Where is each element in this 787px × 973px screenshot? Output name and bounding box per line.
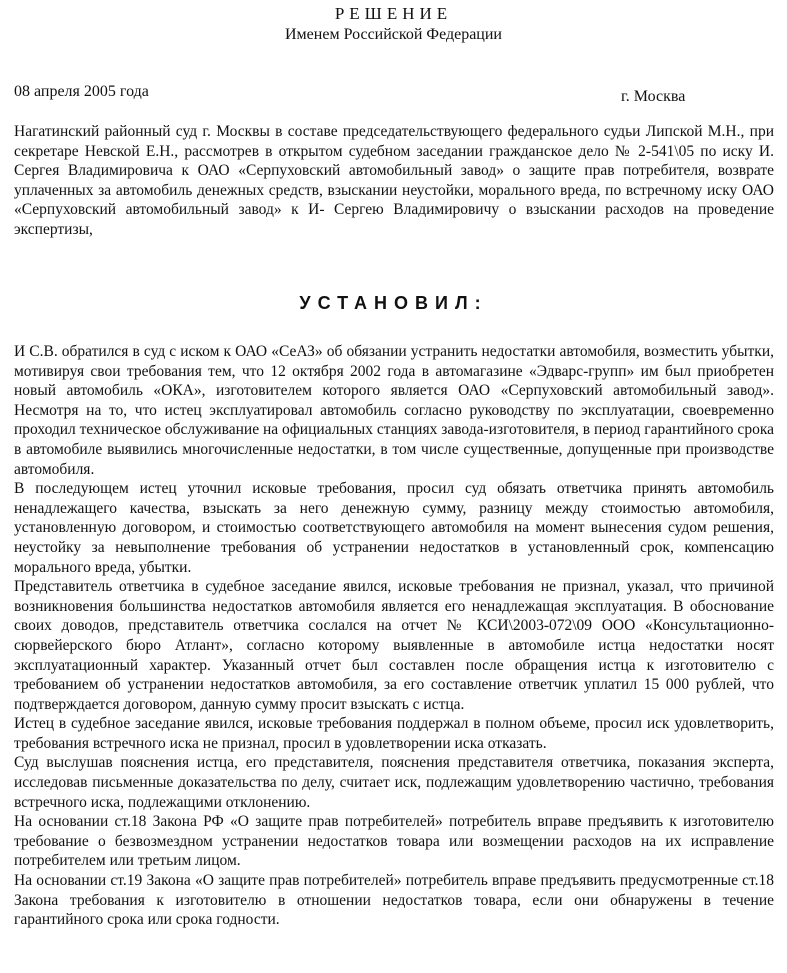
paragraph-court-finding: Суд выслушав пояснения истца, его представителя, пояснения представителя ответчика, показания эксперта, исследовав письменные доказательства по делу, считает иск, подлежащим удовлетворению частично, требования встречного иска, подлежащими отклонению.: [14, 754, 774, 811]
document-city: г. Москва: [621, 88, 686, 105]
paragraph-article-18: На основании ст.18 Закона РФ «О защите прав потребителей» потребитель вправе предъявить к изготовителю требование о безвозмездном устранении недостатков товара или возмещении расходов на их исправление потребителем или третьим лицом.: [14, 813, 774, 870]
intro-paragraph: Нагатинский районный суд г. Москвы в составе председательствующего федерального судьи Липской М.Н., при секретаре Невской Е.Н., рассмотрев в открытом судебном заседании гражданское дело № 2-541\05 по иску И. Сергея Владимировича к ОАО «Серпуховский автомобильный завод» о защите прав потребителя, возврате уплаченных за автомобиль денежных средств, взыскании неустойки, морального вреда, по встречному иску ОАО «Серпуховский автомобильный завод» к И- Сергею Владимировичу о взыскании расходов на проведение экспертизы,: [14, 123, 774, 238]
document-date: 08 апреля 2005 года: [14, 83, 149, 100]
paragraph-claim: И С.В. обратился в суд с иском к ОАО «СеАЗ» об обязании устранить недостатки автомобиля, возместить убытки, мотивируя свои требования тем, что 12 октября 2002 года в автомагазине «Эдварс-групп» им был приобретен новый автомобиль «ОКА», изготовителем которого является ОАО «Серпуховский автомобильный завод». Несмотря на то, что истец эксплуатировал автомобиль согласно руководству по эксплуатации, своевременно проходил техническое обслуживание на официальных станциях завода-изготовителя, в период гарантийного срока в автомобиле выявились многочисленные недостатки, в том числе существенные, допущенные при производстве автомобиля.: [14, 343, 774, 478]
body-text: [14, 342, 774, 930]
document-title: РЕШЕНИЕ: [334, 4, 453, 23]
paragraph-plaintiff-position: Истец в судебное заседание явился, исковые требования поддержал в полном объеме, просил иск удовлетворить, требования встречного иска не признал, просил в удовлетворении иска отказать.: [14, 715, 774, 752]
paragraph-article-19: На основании ст.19 Закона «О защите прав потребителей» потребитель вправе предъявить предусмотренные ст.18 Закона требования к изготовителю в отношении недостатков товара, если они обнаружены в течение гарантийного срока или срока годности.: [14, 872, 774, 929]
document-subtitle: Именем Российской Федерации: [285, 26, 502, 43]
paragraph-defendant-position: Представитель ответчика в судебное заседание явился, исковые требования не признал, указал, что причиной возникновения большинства недостатков автомобиля является его ненадлежащая эксплуатация. В обоснование своих доводов, представитель ответчика сослался на отчет № КСИ\2003-072\09 ООО «Консультационно-сюрвейерского бюро Атлант», согласно которому выявленные в автомобиле истца недостатки носят эксплуатационный характер. Указанный отчет был составлен после обращения истца к изготовителю с требованием об устранении недостатков автомобиля, за его составление ответчик уплатил 15 000 рублей, что подтверждается договором, данную сумму просит взыскать с истца.: [14, 578, 774, 713]
section-heading: УСТАНОВИЛ:: [299, 293, 488, 313]
paragraph-clarified-claims: В последующем истец уточнил исковые требования, просил суд обязать ответчика принять автомобиль ненадлежащего качества, взыскать за него денежную сумму, разницу между стоимостью автомобиля, установленную договором, и стоимостью соответствующего автомобиля на момент вынесения судом решения, неустойку за невыполнение требования об устранении недостатков в установленный срок, компенсацию морального вреда, убытки.: [14, 480, 774, 576]
